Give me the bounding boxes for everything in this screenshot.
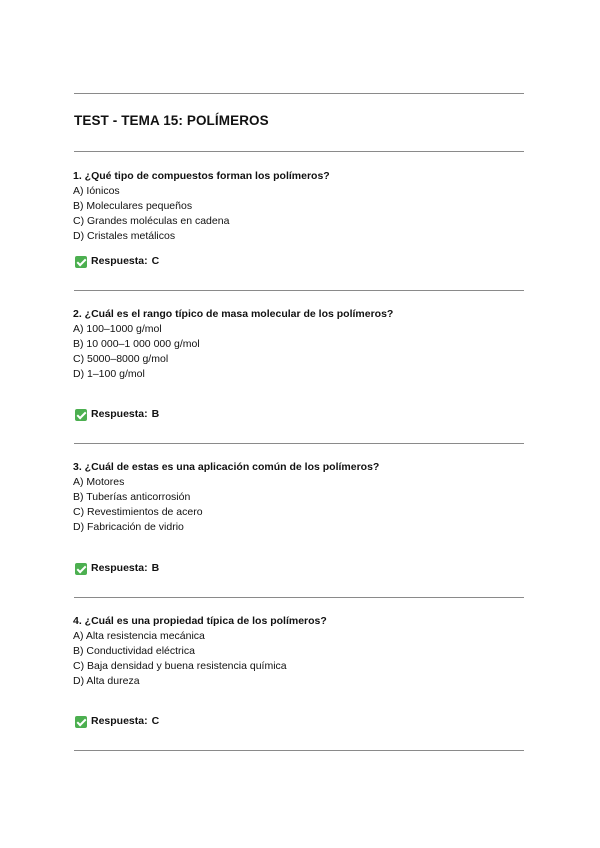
answer-label: Respuesta: [91, 408, 148, 420]
check-mark-icon [75, 563, 87, 575]
option-c: C) Revestimientos de acero [73, 506, 203, 518]
page-title: TEST - TEMA 15: POLÍMEROS [74, 113, 269, 128]
divider [74, 93, 524, 94]
question-1 [73, 169, 533, 244]
check-mark-icon [75, 256, 87, 268]
divider [74, 750, 524, 751]
divider [74, 151, 524, 152]
option-c: C) 5000–8000 g/mol [73, 353, 169, 365]
answer-3 [75, 561, 159, 576]
answer-label: Respuesta: [91, 562, 148, 574]
answer-4 [75, 714, 159, 729]
option-b: B) 10 000–1 000 000 g/mol [73, 338, 200, 350]
question-4 [73, 614, 533, 689]
question-3 [73, 460, 533, 535]
answer-value: B [151, 408, 160, 420]
divider [74, 290, 524, 291]
question-text: 4. ¿Cuál es una propiedad típica de los polímeros? [73, 615, 327, 627]
check-mark-icon [75, 716, 87, 728]
option-a: A) Iónicos [73, 185, 120, 197]
answer-2 [75, 407, 159, 422]
answer-label: Respuesta: [91, 255, 148, 267]
option-d: D) Alta dureza [73, 675, 140, 687]
answer-value: C [151, 715, 160, 727]
option-a: A) Alta resistencia mecánica [73, 630, 205, 642]
answer-value: B [151, 562, 160, 574]
option-b: B) Moleculares pequeños [73, 200, 193, 212]
divider [74, 443, 524, 444]
option-a: A) Motores [73, 476, 125, 488]
question-text: 1. ¿Qué tipo de compuestos forman los polímeros? [73, 170, 330, 182]
question-text: 3. ¿Cuál de estas es una aplicación común de los polímeros? [73, 461, 380, 473]
divider [74, 597, 524, 598]
option-c: C) Grandes moléculas en cadena [73, 215, 230, 227]
option-b: B) Tuberías anticorrosión [73, 491, 191, 503]
question-2 [73, 307, 533, 382]
option-d: D) 1–100 g/mol [73, 368, 145, 380]
question-text: 2. ¿Cuál es el rango típico de masa molecular de los polímeros? [73, 308, 394, 320]
option-d: D) Fabricación de vidrio [73, 521, 184, 533]
check-mark-icon [75, 409, 87, 421]
option-d: D) Cristales metálicos [73, 230, 176, 242]
option-a: A) 100–1000 g/mol [73, 323, 162, 335]
answer-value: C [151, 255, 160, 267]
answer-label: Respuesta: [91, 715, 148, 727]
option-b: B) Conductividad eléctrica [73, 645, 195, 657]
answer-1 [75, 254, 159, 269]
option-c: C) Baja densidad y buena resistencia química [73, 660, 287, 672]
